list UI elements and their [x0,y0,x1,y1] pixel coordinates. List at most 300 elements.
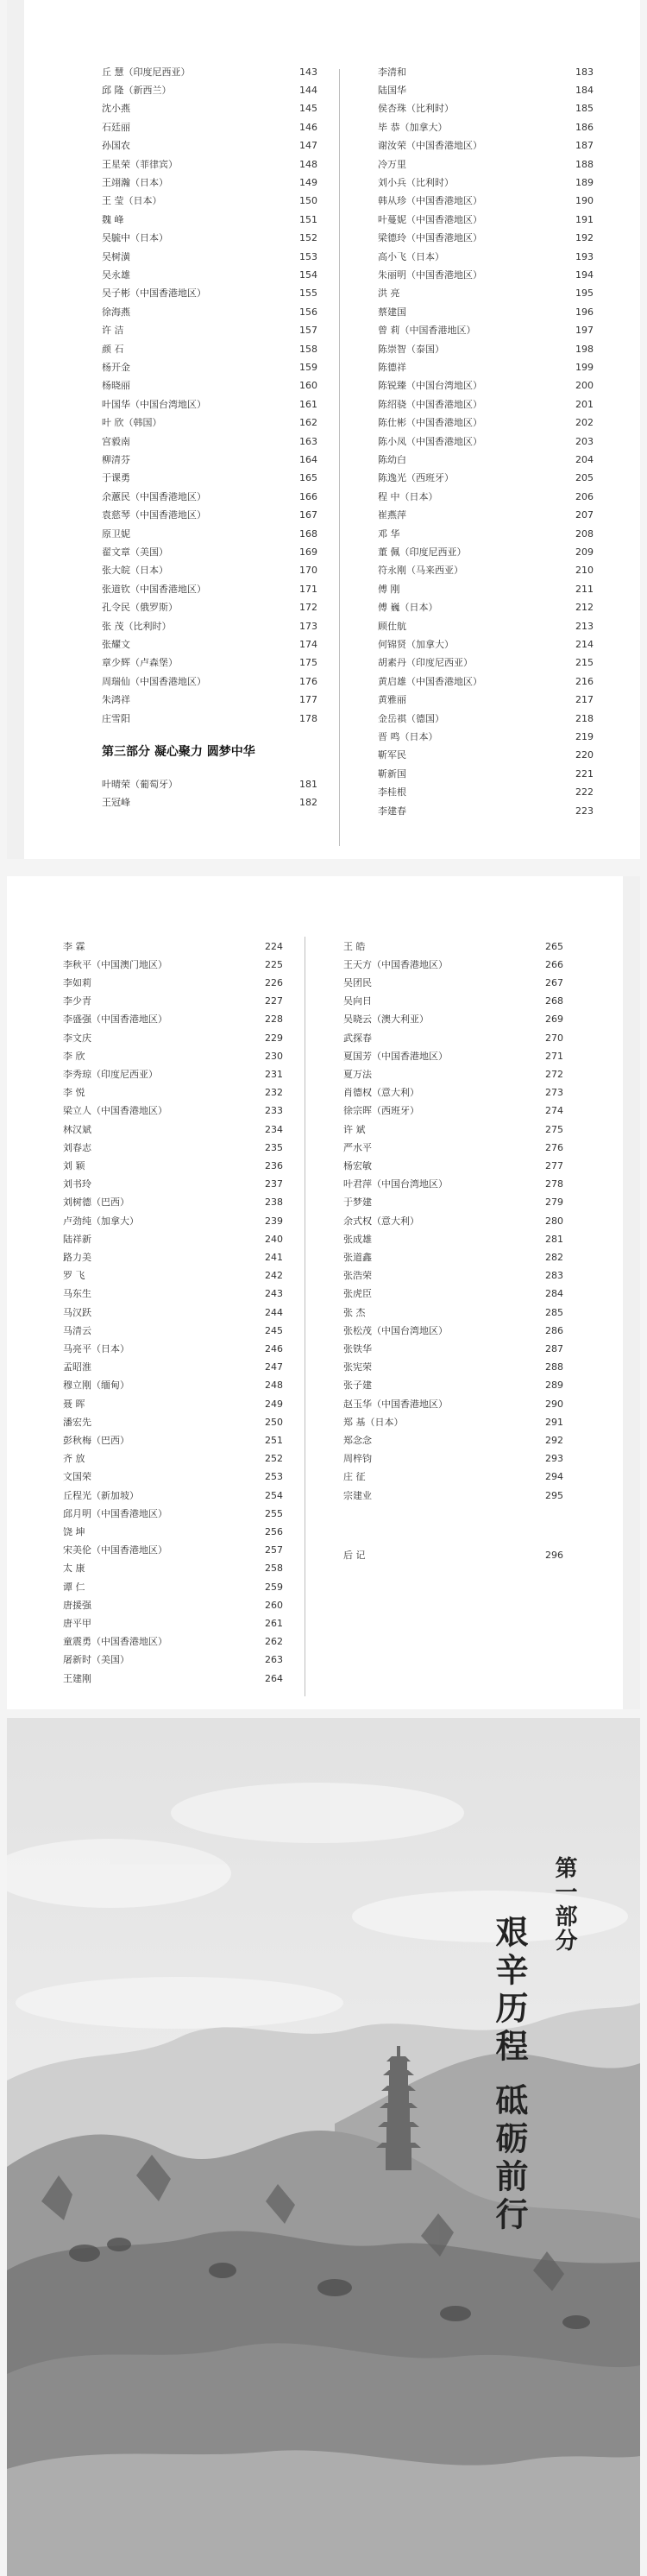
toc-entry [378,469,594,488]
toc-entry [378,192,594,211]
toc-entry-page: 175 [299,657,317,669]
toc-entry [63,1522,283,1541]
toc-entry-page: 198 [575,343,594,355]
toc-entry-page: 169 [299,546,317,558]
toc-entry-page: 143 [299,66,317,78]
toc-entry [63,1102,283,1121]
toc-entry [378,672,594,691]
toc-entry [343,1028,563,1047]
toc-entry [343,1064,563,1083]
toc-entry [378,764,594,783]
toc-entry-page: 165 [299,472,317,484]
toc-entry [343,1285,563,1304]
toc-entry-name: 李 霖 [63,941,85,951]
toc-entry-name: 李文庆 [63,1032,91,1043]
toc-entry-name: 陈锐臻（中国台湾地区） [378,381,482,391]
toc-entry [343,1266,563,1285]
toc-entry [102,155,317,174]
toc-entry-page: 212 [575,602,594,614]
toc-entry-name: 李秋平（中国澳门地区） [63,959,167,969]
toc-entry-page: 182 [299,796,317,808]
toc-entry [378,339,594,358]
toc-entry [378,173,594,192]
toc-entry [102,265,317,284]
toc-entry-name: 王 莹（日本） [102,196,162,206]
toc-entry-page: 192 [575,232,594,244]
toc-entry [378,414,594,432]
toc-entry-page: 207 [575,509,594,521]
toc-entry-name: 杨晓丽 [102,381,130,391]
toc-entry-name: 洪 亮 [378,288,400,299]
toc-entry [378,746,594,765]
toc-entry [102,80,317,99]
toc-entry [63,1010,283,1029]
toc-entry [102,357,317,376]
page-edge [7,0,24,859]
toc-entry-name: 陈逸光（西班牙） [378,473,454,483]
toc-entry-page: 154 [299,268,317,281]
toc-entry [63,973,283,992]
toc-entry [378,542,594,561]
toc-entry-page: 267 [545,976,563,988]
toc-column-left [102,0,317,859]
toc-entry-page: 152 [299,232,317,244]
toc-entry [63,1046,283,1065]
toc-entry [343,1138,563,1157]
toc-entry-page: 255 [265,1507,283,1519]
toc-entry-name: 宗建业 [343,1490,372,1500]
toc-entry-name: 吴永雄 [102,269,130,280]
toc-entry [63,1120,283,1139]
toc-entry [63,955,283,974]
toc-entry-name: 严水平 [343,1142,372,1152]
toc-entry [102,672,317,691]
toc-entry-page: 243 [265,1288,283,1300]
toc-entry-page: 275 [545,1123,563,1135]
toc-entry-page: 146 [299,121,317,133]
toc-entry-name: 张虎臣 [343,1289,372,1299]
toc-entry-page: 190 [575,195,594,207]
toc-entry [102,339,317,358]
toc-entry [378,432,594,451]
toc-entry-page: 205 [575,472,594,484]
toc-entry [378,635,594,653]
toc-entry-page: 266 [545,958,563,970]
toc-entry-name: 朱丽明（中国香港地区） [378,269,482,280]
toc-entry-page: 247 [265,1361,283,1373]
toc-entry-name: 王天方（中国香港地区） [343,959,448,969]
toc-entry-name: 傅 刚 [378,584,400,594]
toc-entry [343,1247,563,1266]
toc-entry-page: 214 [575,638,594,650]
toc-entry-page: 295 [545,1489,563,1501]
toc-entry [343,1046,563,1065]
toc-entry-page: 148 [299,158,317,170]
toc-entry-name: 余式权（意大利） [343,1215,419,1226]
toc-entry [63,1175,283,1194]
toc-entry [378,506,594,525]
toc-entry-page: 261 [265,1617,283,1629]
toc-entry-name: 徐海燕 [102,306,130,317]
toc-entry [63,1468,283,1487]
toc-entry-page: 164 [299,453,317,465]
toc-entry [63,1559,283,1578]
toc-entry-name: 叶蔓妮（中国香港地区） [378,214,482,224]
toc-entry [378,801,594,820]
toc-entry-page: 221 [575,767,594,780]
toc-entry-page: 219 [575,730,594,742]
toc-entry-name: 郑 基（日本） [343,1417,404,1427]
toc-entry-name: 李少青 [63,996,91,1007]
toc-entry-name: 陈绍骁（中国香港地区） [378,399,482,409]
toc-entry-name: 屠新时（美国） [63,1655,129,1665]
toc-entry-name: 许 斌 [343,1124,366,1134]
toc-entry [102,229,317,248]
toc-entry-page: 163 [299,435,317,447]
toc-entry-name: 沈小燕 [102,104,130,114]
toc-entry-name: 王翊瀚（日本） [102,177,168,187]
toc-entry-page: 202 [575,417,594,429]
toc-entry-page: 230 [265,1050,283,1062]
toc-entry [343,1339,563,1358]
toc-entry-name: 周瑞仙（中国香港地区） [102,676,206,686]
toc-entry-name: 董 佩（印度尼西亚） [378,546,467,557]
toc-entry-name: 原卫妮 [102,528,130,539]
toc-entry-name: 张 杰 [343,1307,366,1317]
toc-entry-page: 272 [545,1068,563,1080]
toc-entry-name: 张 茂（比利时） [102,621,172,631]
toc-entry [102,579,317,598]
toc-entry-name: 程 中（日本） [378,491,438,502]
toc-entry-name: 李盛强（中国香港地区） [63,1014,167,1025]
toc-entry-name: 丘 慧（印度尼西亚） [102,66,191,77]
toc-entry-name: 许 洁 [102,325,124,336]
toc-entry-page: 229 [265,1032,283,1044]
toc-entry [343,1083,563,1102]
toc-entry-name: 傅 巍（日本） [378,603,438,613]
toc-entry-name: 武探春 [343,1032,372,1043]
toc-entry-page: 203 [575,435,594,447]
toc-entry-page: 238 [265,1196,283,1209]
toc-entry-name: 彭秋梅（巴西） [63,1435,129,1445]
toc-entry-page: 217 [575,694,594,706]
toc-entry-name: 肖德权（意大利） [343,1088,419,1098]
toc-entry-name: 李 欣 [63,1051,85,1061]
toc-entry-page: 158 [299,343,317,355]
toc-entry-page: 273 [545,1087,563,1099]
toc-entry-name: 丘程光（新加坡） [63,1490,139,1500]
toc-entry [63,1266,283,1285]
toc-entry-name: 陈仕彬（中国香港地区） [378,418,482,428]
toc-entry [378,691,594,710]
toc-entry [63,1430,283,1449]
toc-entry [102,616,317,635]
toc-entry-name: 靳军民 [378,750,406,761]
toc-entry-page: 209 [575,546,594,558]
toc-entry [378,376,594,395]
toc-entry-page: 204 [575,453,594,465]
toc-entry-page: 265 [545,940,563,952]
toc-entry-page: 293 [545,1453,563,1465]
toc-entry [343,1486,563,1505]
toc-entry-page: 270 [545,1032,563,1044]
toc-entry-page: 256 [265,1525,283,1537]
toc-entry [63,1321,283,1340]
toc-entry [102,99,317,118]
toc-entry-page: 186 [575,121,594,133]
toc-entry-page: 222 [575,786,594,799]
toc-entry [63,1613,283,1632]
toc-entry [102,414,317,432]
toc-entry [63,1376,283,1395]
toc-entry-page: 277 [545,1159,563,1171]
toc-entry-name: 于课勇 [102,473,130,483]
toc-entry-name: 邓 华 [378,528,400,539]
toc-entry-name: 梁立人（中国香港地区） [63,1106,167,1116]
toc-entry [378,99,594,118]
toc-entry-name: 吴子彬（中国香港地区） [102,288,206,299]
toc-entry-page: 242 [265,1270,283,1282]
toc-entry-name: 马亮平（日本） [63,1343,129,1354]
toc-entry-name: 曾 莉（中国香港地区） [378,325,476,336]
toc-entry [343,1412,563,1431]
toc-entry [102,598,317,617]
toc-entry [343,1303,563,1322]
toc-entry [102,302,317,321]
toc-entry-page: 259 [265,1581,283,1593]
toc-entry-name: 路力美 [63,1252,91,1262]
toc-entry [102,321,317,340]
toc-entry-page: 291 [545,1416,563,1428]
toc-entry [378,155,594,174]
toc-entry [378,265,594,284]
toc-entry-name: 马汉跃 [63,1307,91,1317]
toc-entry-page: 274 [545,1105,563,1117]
toc-entry-name: 罗 飞 [63,1271,85,1281]
toc-entry-name: 夏万法 [343,1069,372,1079]
part-title: 艰辛历程 砥砺前行 [490,1915,529,2236]
toc-entry-name: 徐宗晖（西班牙） [343,1106,419,1116]
toc-entry-page: 197 [575,325,594,337]
toc-entry-page: 296 [545,1549,563,1561]
toc-entry-page: 239 [265,1215,283,1227]
toc-entry-name: 晋 鸣（日本） [378,731,438,742]
toc-entry-page: 244 [265,1306,283,1318]
toc-entry-name: 王 皓 [343,941,366,951]
toc-entry-name: 李桂根 [378,787,406,798]
toc-entry-page: 168 [299,527,317,540]
toc-entry-page: 196 [575,306,594,318]
toc-entry [102,709,317,728]
toc-entry-page: 172 [299,602,317,614]
toc-entry-page: 161 [299,398,317,410]
toc-entry [343,1120,563,1139]
toc-entry-page: 240 [265,1233,283,1245]
toc-entry [343,1010,563,1029]
toc-entry-name: 张耀文 [102,639,130,649]
toc-entry-name: 吴树潢 [102,251,130,262]
toc-entry-name: 邱月明（中国香港地区） [63,1508,167,1518]
toc-entry-name: 刘书玲 [63,1179,91,1190]
toc-entry-page: 288 [545,1361,563,1373]
toc-entry-name: 陈崇智（泰国） [378,344,444,354]
toc-entry [102,450,317,469]
toc-entry-page: 176 [299,675,317,687]
toc-entry-name: 穆立刚（缅甸） [63,1380,129,1391]
toc-entry-name: 金岳祺（德国） [378,713,444,723]
toc-entry-page: 181 [299,778,317,790]
toc-entry [102,395,317,414]
toc-entry-name: 王星荣（菲律宾） [102,159,178,169]
toc-entry-name: 朱鸿祥 [102,695,130,705]
toc-entry-page: 258 [265,1563,283,1575]
toc-entry-name: 符永刚（马来西亚） [378,565,463,576]
toc-entry-name: 黄启雄（中国香港地区） [378,676,482,686]
toc-entry-page: 201 [575,398,594,410]
toc-entry-name: 靳新国 [378,768,406,779]
toc-entry-page: 281 [545,1233,563,1245]
toc-entry [378,450,594,469]
toc-entry [63,1303,283,1322]
toc-entry [378,616,594,635]
toc-entry-name: 张松茂（中国台湾地区） [343,1325,448,1335]
toc-entry-page: 262 [265,1636,283,1648]
section-heading: 第三部分 凝心聚力 圆梦中华 [102,745,255,759]
toc-entry [63,1669,283,1688]
toc-entry-page: 157 [299,325,317,337]
toc-entry-page: 246 [265,1342,283,1354]
toc-entry-name: 宫毅南 [102,436,130,446]
toc-entry-name: 冷万里 [378,159,406,169]
toc-entry-page: 260 [265,1599,283,1611]
toc-entry-page: 223 [575,805,594,817]
toc-entry-name: 太 康 [63,1563,85,1574]
toc-entry-page: 193 [575,250,594,262]
toc-entry [378,229,594,248]
toc-entry-page: 188 [575,158,594,170]
toc-entry-page: 231 [265,1068,283,1080]
toc-entry-name: 孟昭淮 [63,1362,91,1373]
toc-entry [63,1211,283,1230]
toc-entry-page: 149 [299,176,317,188]
toc-entry [343,1468,563,1487]
toc-entry-name: 张铁华 [343,1343,372,1354]
toc-entry-name: 张成雄 [343,1234,372,1244]
toc-entry-page: 206 [575,490,594,502]
toc-entry-page: 200 [575,380,594,392]
toc-entry [343,1321,563,1340]
toc-entry [63,1138,283,1157]
toc-entry-page: 236 [265,1159,283,1171]
toc-entry-page: 232 [265,1087,283,1099]
toc-entry-page: 191 [575,213,594,225]
toc-entry [63,1412,283,1431]
toc-entry-name: 张宪荣 [343,1362,372,1373]
toc-entry-page: 235 [265,1141,283,1153]
toc-entry-name: 文国荣 [63,1472,91,1482]
toc-entry [102,247,317,266]
toc-entry-name: 黄雅丽 [378,695,406,705]
toc-entry-page: 144 [299,84,317,96]
toc-entry-name: 宋美伦（中国香港地区） [63,1545,167,1556]
toc-entry-name: 谭 仁 [63,1582,85,1592]
toc-entry [378,80,594,99]
toc-entry-page: 208 [575,527,594,540]
toc-entry [343,1229,563,1248]
toc-entry [343,992,563,1011]
toc-entry-page: 271 [545,1050,563,1062]
toc-entry-name: 高小飞（日本） [378,251,444,262]
toc-entry-page: 215 [575,657,594,669]
toc-entry-page: 237 [265,1178,283,1190]
toc-entry [63,1486,283,1505]
toc-entry-page: 287 [545,1342,563,1354]
toc-entry-page: 279 [545,1196,563,1209]
toc-entry-page: 286 [545,1324,563,1336]
toc-entry-page: 166 [299,490,317,502]
toc-entry-name: 张子建 [343,1380,372,1391]
toc-entry-name: 陈小凤（中国香港地区） [378,436,482,446]
toc-entry-name: 李 悦 [63,1088,85,1098]
toc-entry-name: 顾仕航 [378,621,406,631]
toc-entry [63,1358,283,1377]
toc-entry-name: 李建春 [378,805,406,816]
toc-entry-name: 颜 石 [102,344,124,354]
toc-entry-page: 245 [265,1324,283,1336]
toc-column-right [378,0,594,859]
toc-entry-page: 145 [299,103,317,115]
toc-entry-name: 邱 隆（新西兰） [102,85,172,95]
toc-entry [63,1156,283,1175]
toc-entry [63,1083,283,1102]
toc-entry-name: 叶 欣（韩国） [102,418,162,428]
toc-entry [343,1376,563,1395]
toc-entry-page: 226 [265,976,283,988]
page-edge [623,876,640,1709]
toc-entry-name: 陆祥新 [63,1234,91,1244]
part-label: 第一部分 [551,1856,577,1953]
toc-entry-name: 王冠峰 [102,797,130,807]
toc-entry-page: 155 [299,287,317,300]
toc-entry-page: 264 [265,1672,283,1684]
toc-entry [63,1541,283,1560]
toc-entry-name: 刘小兵（比利时） [378,177,454,187]
toc-entry [343,1193,563,1212]
toc-entry-page: 278 [545,1178,563,1190]
toc-entry-page: 195 [575,287,594,300]
toc-entry [63,1577,283,1596]
toc-entry-name: 唐平甲 [63,1618,91,1628]
toc-entry-page: 284 [545,1288,563,1300]
toc-entry [102,136,317,155]
toc-entry-page: 185 [575,103,594,115]
toc-entry-name: 杨开金 [102,362,130,372]
toc-entry-name: 胡素丹（印度尼西亚） [378,658,473,668]
toc-entry-name: 刘春志 [63,1142,91,1152]
toc-entry-name: 孔令民（俄罗斯） [102,603,178,613]
toc-entry [343,1102,563,1121]
toc-entry [378,210,594,229]
toc-entry [102,691,317,710]
ink-landscape-illustration [7,1718,640,2576]
toc-entry [343,1211,563,1230]
toc-entry [102,635,317,653]
toc-entry [378,579,594,598]
toc-entry-page: 216 [575,675,594,687]
toc-entry [102,792,317,811]
toc-column-left [63,876,283,1709]
toc-entry [63,1064,283,1083]
